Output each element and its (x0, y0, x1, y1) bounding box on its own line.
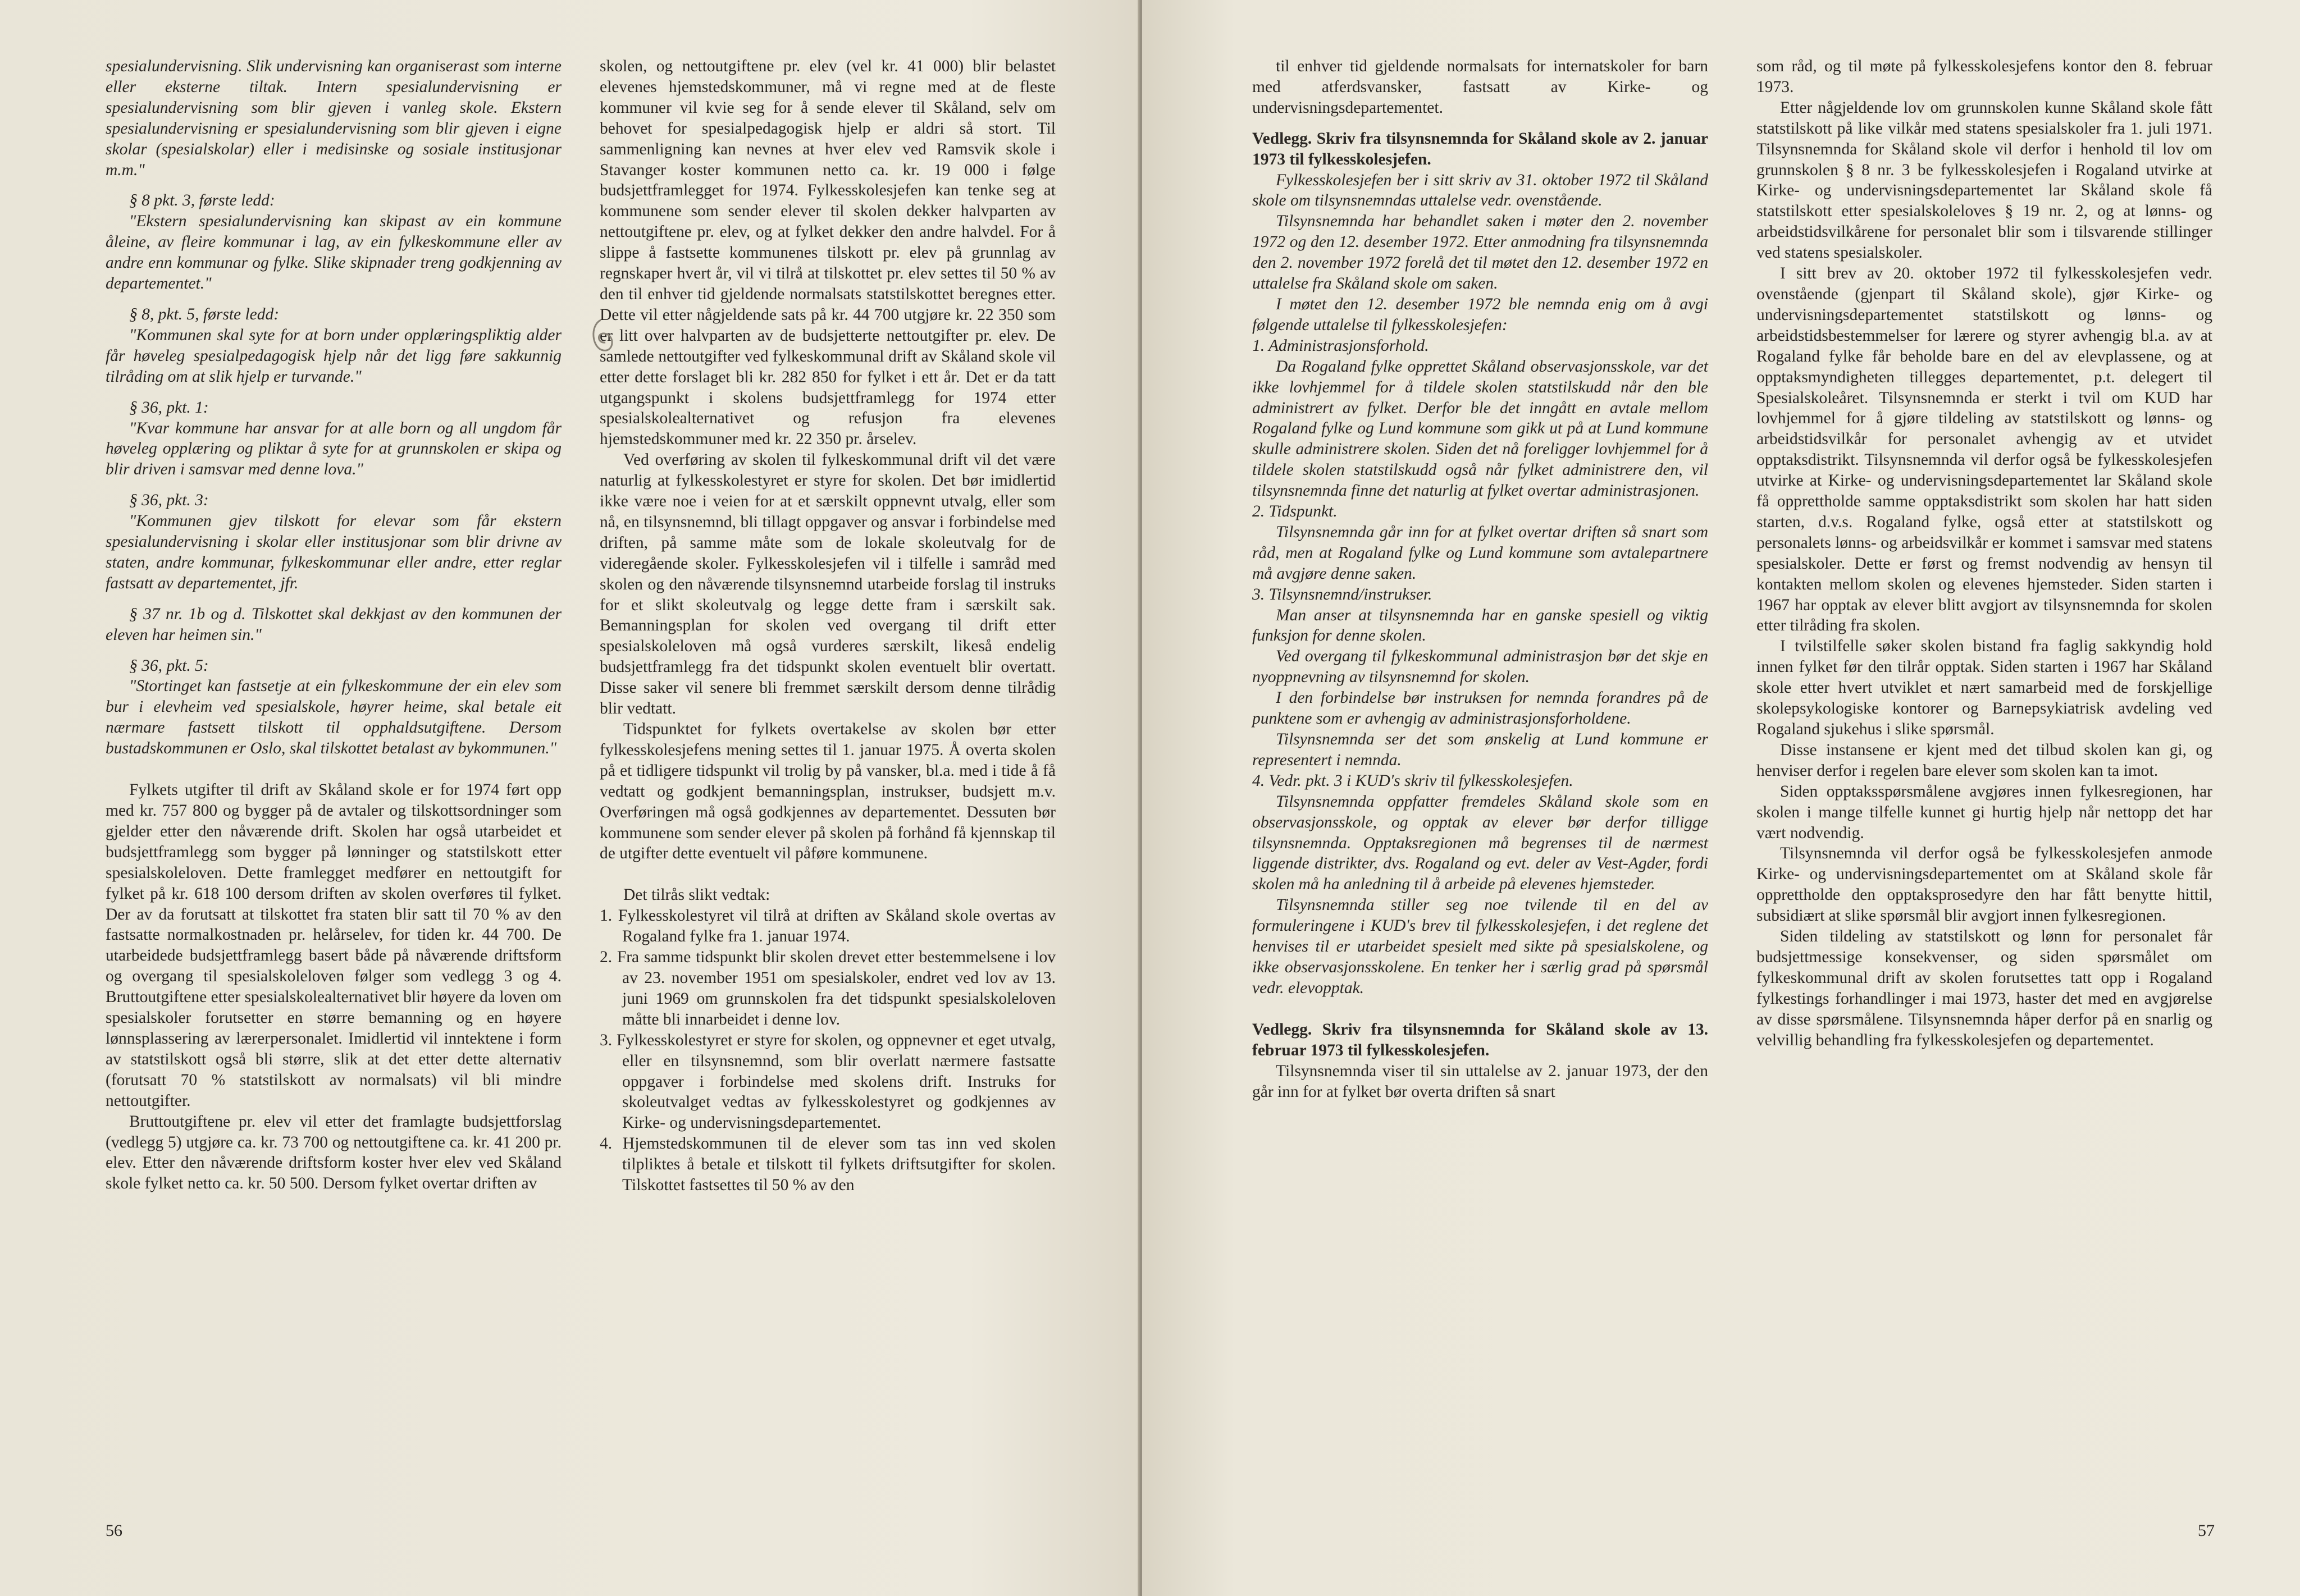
paragraph: Ved overføring av skolen til fylkeskommunal drift vil det være naturlig at fylkesskolestyret er styre for skolen. Det bør imidlertid ikke være noe i veien for at et særskilt oppnevnt utvalg, eller som nå, en tilsynsnemnd, bli tillagt oppgaver og ansvar i forbindelse med driften, på samme måte som de lokale skoleutvalg for de videregående skoler. Fylkesskolesjefen vil i tilfelle i samråd med skolen og den nåværende tilsynsnemnd utarbeide forslag til instruks for et slikt skoleutvalg og legge dette fram i særskilt sak. Bemanningsplan for skolen ved overgang til drift etter spesialskoleloven må også vurderes særskilt, likeså endelig budsjettframlegg fra det tidspunkt skolen eventuelt blir overtatt. Disse saker vil senere bli fremmet særskilt dersom denne tilrådig blir vedtatt. (600, 451, 1056, 718)
law-reference: § 8 pkt. 3, første ledd: (129, 191, 275, 210)
law-quote: "Kommunen gjev tilskott for elevar som får ekstern spesialundervisning i skolar eller institusjonar som blir drivne av staten, andre kommunar, fylkeskommunar eller andre, etter reglar fastsatt av departementet, jfr. (106, 512, 562, 592)
right-column-1 (1252, 56, 1708, 1102)
list-item: 1. Fylkesskolestyret vil tilrå at driften av Skåland skole overtas av Rogaland fylke fra 1. januar 1974. (600, 907, 1056, 946)
law-quote: § 37 nr. 1b og d. Tilskottet skal dekkjast av den kommunen der eleven har heimen sin." (106, 605, 562, 644)
page-number: 56 (106, 1521, 122, 1540)
paragraph: Fylkets utgifter til drift av Skåland skole er for 1974 ført opp med kr. 757 800 og bygger på de avtaler og tilskottsordninger som gjelder etter den nåværende drift. Skolen har også utarbeidet et budsjettframlegg som bygger på lønninger og statstilskott etter spesialskoleloven. Dette framlegget medfører en nettoutgift for fylket på kr. 618 100 dersom driften av skolen overføres til fylket. Der av da forutsatt at tilskottet fra staten blir satt til 70 % av den fastsatte normalkostnaden pr. helårselev, for tiden kr. 44 700. De utarbeidede budsjettframlegg basert både på nåværende driftsform og overgang til spesialskoleloven følger som vedlegg 3 og 4. Bruttoutgiftene etter spesialskolealternativet blir høyere da loven om spesialskoler forutsetter en større bemanning og en høyere lønnsplassering av lærerpersonalet. Imidlertid vil inntektene i form av statstilskott også bli større, slik at det etter dette alternativ (forutsatt 70 % statstilskott av normalsats) vil bli mindre nettoutgifter. (106, 781, 562, 1110)
paragraph: Tilsynsnemnda har behandlet saken i møter den 2. november 1972 og den 12. desember 1972. Etter anmodning fra tilsynsnemnda den 2. november 1972 forelå det til møtet den 12. desember 1972 en uttalelse fra Skåland skole om saken. (1252, 212, 1708, 293)
paragraph: Siden opptaksspørsmålene avgjøres innen fylkesregionen, har skolen i mange tilfelle kunnet gi hurtig hjelp når nettopp det har vært nodvendig. (1756, 782, 2212, 842)
paragraph: Fylkesskolesjefen ber i sitt skriv av 31. oktober 1972 til Skåland skole om tilsynsnemndas uttalelse vedr. ovenstående. (1252, 171, 1708, 210)
list-heading: 1. Administrasjonsforhold. (1252, 336, 1429, 355)
paragraph: Bruttoutgiftene pr. elev vil etter det framlagte budsjettforslag (vedlegg 5) utgjøre ca. kr. 73 700 og nettoutgiftene ca. kr. 41 200 pr. elev. Etter den nåværende driftsform koster hver elev ved Skåland skole fylket netto ca. kr. 50 500. Dersom fylket overtar driften av (106, 1112, 562, 1193)
list-item: 3. Fylkesskolestyret er styre for skolen, og oppnevner et eget utvalg, eller en tilsynsnemnd, som blir overlatt nærmere fastsatte oppgaver i forbindelse med skolens drift. Instruks for skoleutvalget vedtas av fylkesskolestyret og godkjennes av Kirke- og undervisningsdepartementet. (600, 1031, 1056, 1132)
list-heading: 2. Tidspunkt. (1252, 502, 1338, 521)
appendix-heading: Vedlegg. Skriv fra tilsynsnemnda for Skåland skole av 13. februar 1973 til fylkesskolesjefen. (1252, 1020, 1708, 1059)
law-reference: § 36, pkt. 3: (129, 491, 209, 510)
left-column-2 (600, 56, 1056, 1196)
law-reference: § 36, pkt. 1: (129, 398, 209, 417)
list-item: 4. Hjemstedskommunen til de elever som tas inn ved skolen tilpliktes å betale et tilskott til fylkets driftsutgifter for skolen. Tilskottet fastsettes til 50 % av den (600, 1135, 1056, 1195)
list-text: I den forbindelse bør instruksen for nemnda forandres på de punktene som er avhengig av administrasjonsforholdene. (1252, 689, 1708, 728)
paragraph: Tidspunktet for fylkets overtakelse av skolen bør etter fylkesskolesjefens mening settes til 1. januar 1975. Å overta skolen på et tidligere tidspunkt vil trolig by på vansker, bl.a. med i tide å få vedtatt og godkjent bemanningsplan, instrukser, budsjett m.v. Overføringen må også godkjennes av departementet. Dessuten bør kommunene som sender elever på skolen på forhånd få kjennskap til de utgifter dette eventuelt vil påføre kommunene. (600, 720, 1056, 863)
paragraph: Siden tildeling av statstilskott og lønn for personalet får budsjettmessige konsekvenser, og siden spørsmålet om fylkeskommunal drift av skolen forutsettes tatt opp i Rogaland fylkestings forhandlinger i mai 1973, haster det med en avgjørelse av disse spørsmålene. Tilsynsnemnda håper derfor på en snarlig og velvillig behandling fra fylkesskolesjefen og departementet. (1756, 927, 2212, 1049)
law-quote: "Stortinget kan fastsetje at ein fylkeskommune der ein elev som bur i elevheim ved spesialskole, høyrer heime, skal betale eit nærmare fastsett tilskott til opphaldsutgiftene. Dersom bustadskommunen er Oslo, skal tilskottet betalast av bykommunen." (106, 677, 562, 758)
paragraph: som råd, og til møte på fylkesskolesjefens kontor den 8. februar 1973. (1756, 57, 2212, 96)
list-text: Man anser at tilsynsnemnda har en ganske spesiell og viktig funksjon for denne skolen. (1252, 606, 1708, 645)
left-page (0, 0, 1140, 1596)
law-quote: "Ekstern spesialundervisning kan skipast av ein kommune åleine, av fleire kommunar i lag, av ein fylkeskommune eller av andre enn kommunar og fylke. Slike skipnader treng godkjenning av departementet." (106, 212, 562, 293)
paragraph: Etter någjeldende lov om grunnskolen kunne Skåland skole fått statstilskott på like vilkår med statens spesialskoler fra 1. juli 1971. Tilsynsnemnda for Skåland skole vil derfor i henhold til lov om grunnskolen § 8 nr. 3 be fylkesskolesjefen i Rogaland utvirke at Kirke- og undervisningsdepartementet lar Skåland skole få statstilskott etter spesialskoleloves § 19 nr. 2, og at lønns- og arbeidstidsvilkårene for personalet blir som i tilsvarende stillinger ved statens spesialskoler. (1756, 98, 2212, 262)
list-text: Tilsynsnemnda ser det som ønskelig at Lund kommune er representert i nemnda. (1252, 730, 1708, 769)
right-page (1142, 0, 2300, 1596)
list-text: Tilsynsnemnda oppfatter fremdeles Skåland skole som en observasjonsskole, og opptak av elever bør derfor tilligge tilsynsnemnda. Opptaksregionen må begrenses til de nærmest liggende distrikter, dvs. Rogaland og evt. deler av Vest-Agder, fordi skolen må ha anledning til å arbeide på elevenes hjemsteder. (1252, 792, 1708, 894)
list-text: Tilsynsnemnda stiller seg noe tvilende til en del av formuleringene i KUD's brev til fylkesskolesjefen, i det reglene det henvises til er utarbeidet spesielt med sikte på spesialskolene, og ikke observasjonsskolene. En tenker her i særlig grad på spørsmål vedr. elevopptak. (1252, 896, 1708, 997)
paper-clip-mark (584, 314, 623, 376)
law-quote: "Kommunen skal syte for at born under opplæringspliktig alder får høveleg spesialpedagogisk hjelp når det ligg føre sakkunnig tilråding om at slik hjelp er turvande." (106, 326, 562, 386)
list-text: Tilsynsnemnda går inn for at fylket overtar driften så snart som råd, men at Rogaland fylke og Lund kommune som avtalepartnere må avgjøre denne saken. (1252, 523, 1708, 583)
left-column-1 (106, 56, 562, 1194)
appendix-heading: Vedlegg. Skriv fra tilsynsnemnda for Skåland skole av 2. januar 1973 til fylkesskolesjefen. (1252, 129, 1708, 168)
paragraph: Tilsynsnemnda viser til sin uttalelse av 2. januar 1973, der den går inn for at fylket bør overta driften så snart (1252, 1062, 1708, 1101)
paragraph: Tilsynsnemnda vil derfor også be fylkesskolesjefen anmode Kirke- og undervisningsdepartementet om at Skåland skole får opprettholde den opptaksprosedyre den har fått benytte hittil, subsidiært at slike spørsmål blir avgjort innen fylkesregionen. (1756, 844, 2212, 925)
paragraph: spesialundervisning. Slik undervisning kan organiserast som interne eller eksterne tiltak. Intern spesialundervisning er spesialundervisning som blir gjeven i vanleg skole. Ekstern spesialundervisning er spesialundervisning som blir gjeven i eigne skolar (spesialskolar) eller i medisinske og sosiale institusjonar m.m." (106, 57, 562, 179)
paragraph: I sitt brev av 20. oktober 1972 til fylkesskolesjefen vedr. ovenstående (gjenpart til Skåland skole), gjør Kirke- og undervisningsdepartementet statstilskott og lønns- og arbeidstidsbestemmelser for lærere og styrer avhengig bl.a. av at Rogaland fylke får beholde bare en del av elevplassene, og at opptaksmyndigheten tillegges departementet, p.t. delegert til Spesialskoleåret. Tilsynsnemnda er sterkt i tvil om KUD har lovhjemmel for å gjøre tildeling av statstilskott og lønns- og arbeidstidsvilkår for personalet avhengig av et utvidet opptaksdistrikt. Tilsynsnemnda vil derfor også be fylkesskolesjefen utvirke at Kirke- og undervisningsdepartementet lar Skåland skole få opprettholde samme opptaksdistrikt som skolen har hatt siden starten, d.v.s. Rogaland fylke, også etter at statstilskott og personalets lønns- og arbeidsvilkår er kommet i samsvar med statens spesialskoler. Dette er først og fremst nodvendig av hensyn til kontakten mellom skolen og elevenes hjemsteder. Siden starten i 1967 har opptak av elever blitt avgjort av tilsynsnemnda for skolen etter tilråding fra skolen. (1756, 264, 2212, 635)
paragraph: til enhver tid gjeldende normalsats for internatskoler for barn med atferdsvansker, fastsatt av Kirke- og undervisningsdepartementet. (1252, 57, 1708, 117)
page-number: 57 (2198, 1521, 2215, 1540)
paragraph: Disse instansene er kjent med det tilbud skolen kan gi, og henviser derfor i regelen bare elever som skolen kan ta imot. (1756, 740, 2212, 780)
list-heading: 4. Vedr. pkt. 3 i KUD's skriv til fylkesskolesjefen. (1252, 771, 1573, 790)
list-text: Da Rogaland fylke opprettet Skåland observasjonsskole, var det ikke lovhjemmel for å tildele skolen statstilskudd når den ble administrert av fylket. Derfor ble det inngått en avtale mellom Rogaland fylke og Lund kommune som gikk ut på at Lund kommune skulle administrere skolen. Siden det nå foreligger lovhjemmel for å tildele skolen statstilskudd også når fylket administrere den, vil tilsynsnemnda finne det naturlig at fylket overtar administrasjonen. (1252, 357, 1708, 500)
paragraph: I møtet den 12. desember 1972 ble nemnda enig om å avgi følgende uttalelse til fylkesskolesjefen: (1252, 295, 1708, 334)
law-reference: § 36, pkt. 5: (129, 656, 209, 675)
paragraph: skolen, og nettoutgiftene pr. elev (vel kr. 41 000) blir belastet elevenes hjemstedskommuner, må vi regne med at de fleste kommuner vil kvie seg for å sende elever til Skåland, selv om behovet for spesialpedagogisk hjelp er aldri så stort. Til sammenligning kan nevnes at hver elev ved Ramsvik skole i Stavanger koster kommunen netto ca. kr. 19 000 i følge budsjettframlegget for 1974. Fylkesskolesjefen kan tenke seg at kommunene som sender elever til skolen dekker halvparten av nettoutgiftene pr. elev, og at fylket dekker den andre halvdel. For å slippe å fastsette kommunenes tilskott pr. elev på grunnlag av regnskaper hvert år, vil vi tilrå at tilskottet pr. elev settes til 50 % av den til enhver tid gjeldende normalsats statstilskottet beregnes etter. Dette vil etter någjeldende sats på kr. 44 700 utgjøre kr. 22 350 som er litt over halvparten av de budsjetterte nettoutgifter pr. elev. De samlede nettoutgifter ved fylkeskommunal drift av Skåland skole vil etter dette forslaget bli kr. 282 850 for fylket i ett år. Det er da tatt utgangspunkt i skolens budsjettframlegg for 1974 etter spesialskolealternativet og refusjon fra elevenes hjemstedskommuner med kr. 22 350 pr. årselev. (600, 57, 1056, 449)
law-reference: § 8, pkt. 5, første ledd: (129, 305, 280, 323)
list-heading: 3. Tilsynsnemnd/instrukser. (1252, 585, 1432, 603)
law-quote: "Kvar kommune har ansvar for at alle born og all ungdom får høveleg opplæring og pliktar å syte for at grunnskolen er skipa og blir driven i samsvar med denne lova." (106, 419, 562, 479)
list-text: Ved overgang til fylkeskommunal administrasjon bør det skje en nyoppnevning av tilsynsnemnd for skolen. (1252, 647, 1708, 687)
paragraph: I tvilstilfelle søker skolen bistand fra faglig sakkyndig hold innen fylket før den tilrår opptak. Siden starten i 1967 har Skåland skole etter hvert utviklet et nært samarbeid med de forskjellige skolepsykologiske kontorer og Barnepsykiatrisk avdeling ved Rogaland sjukehus i slike spørsmål. (1756, 637, 2212, 738)
right-column-2 (1756, 56, 2212, 1051)
paragraph: Det tilrås slikt vedtak: (623, 886, 770, 904)
list-item: 2. Fra samme tidspunkt blir skolen drevet etter bestemmelsene i lov av 23. november 1951 om spesialskoler, endret ved lov av 13. juni 1969 om grunnskolen fra det tidspunkt spesialskoleloven måtte bli innarbeidet i denne lov. (600, 948, 1056, 1028)
